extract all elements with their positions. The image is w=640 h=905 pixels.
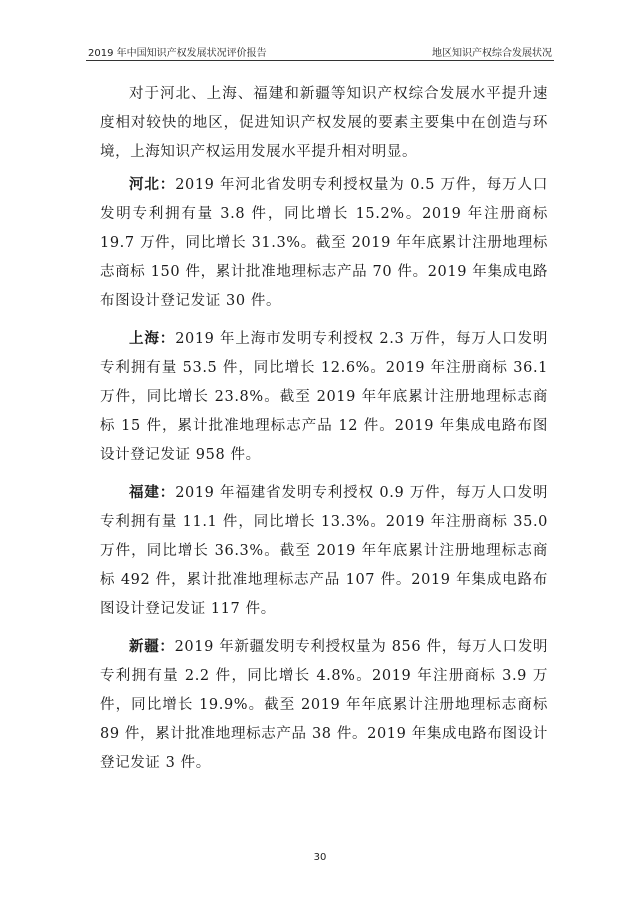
header-section-title: 地区知识产权综合发展状况 (432, 48, 552, 59)
paragraph-xinjiang (100, 633, 548, 778)
paragraph-text-fujian: 2019 年福建省发明专利授权 0.9 万件，每万人口发明专利拥有量 11.1 件，同比增长 13.3%。2019 年注册商标 35.0 万件，同比增长 36.3%。截至 2019 年年底累计注册地理标志商标 492 件，累计批准地理标志产品 107 件。2019 年集成电路布图设计登记发证 117 件。 (100, 485, 548, 617)
paragraph-fujian (100, 479, 548, 624)
page-body (100, 80, 548, 778)
paragraph-text-hebei: 2019 年河北省发明专利授权量为 0.5 万件，每万人口发明专利拥有量 3.8 件，同比增长 15.2%。2019 年注册商标 19.7 万件，同比增长 31.3%。截至 2019 年年底累计注册地理标志商标 150 件，累计批准地理标志产品 70 件。2019 年集成电路布图设计登记发证 30 件。 (100, 177, 548, 309)
paragraph-text-xinjiang: 2019 年新疆发明专利授权量为 856 件，每万人口发明专利拥有量 2.2 件，同比增长 4.8%。2019 年注册商标 3.9 万件，同比增长 19.9%。截至 2019 年年底累计注册地理标志商标 89 件，累计批准地理标志产品 38 件。2019 年集成电路布图设计登记发证 3 件。 (100, 639, 548, 771)
page-number: 30 (313, 852, 327, 863)
region-label-hebei: 河北： (129, 177, 176, 193)
paragraph-hebei (100, 171, 548, 316)
region-label-fujian: 福建： (129, 485, 176, 501)
region-label-shanghai: 上海： (129, 331, 176, 347)
intro-paragraph: 对于河北、上海、福建和新疆等知识产权综合发展水平提升速度相对较快的地区，促进知识产权发展的要素主要集中在创造与环境，上海知识产权运用发展水平提升相对明显。 (100, 86, 548, 160)
paragraph-shanghai (100, 325, 548, 470)
header-report-title: 2019 年中国知识产权发展状况评价报告 (88, 48, 267, 59)
running-header (86, 44, 554, 61)
paragraph-text-shanghai: 2019 年上海市发明专利授权 2.3 万件，每万人口发明专利拥有量 53.5 件，同比增长 12.6%。2019 年注册商标 36.1 万件，同比增长 23.8%。截至 2019 年年底累计注册地理标志商标 15 件，累计批准地理标志产品 12 件。2019 年集成电路布图设计登记发证 958 件。 (100, 331, 548, 463)
region-label-xinjiang: 新疆： (129, 639, 175, 655)
